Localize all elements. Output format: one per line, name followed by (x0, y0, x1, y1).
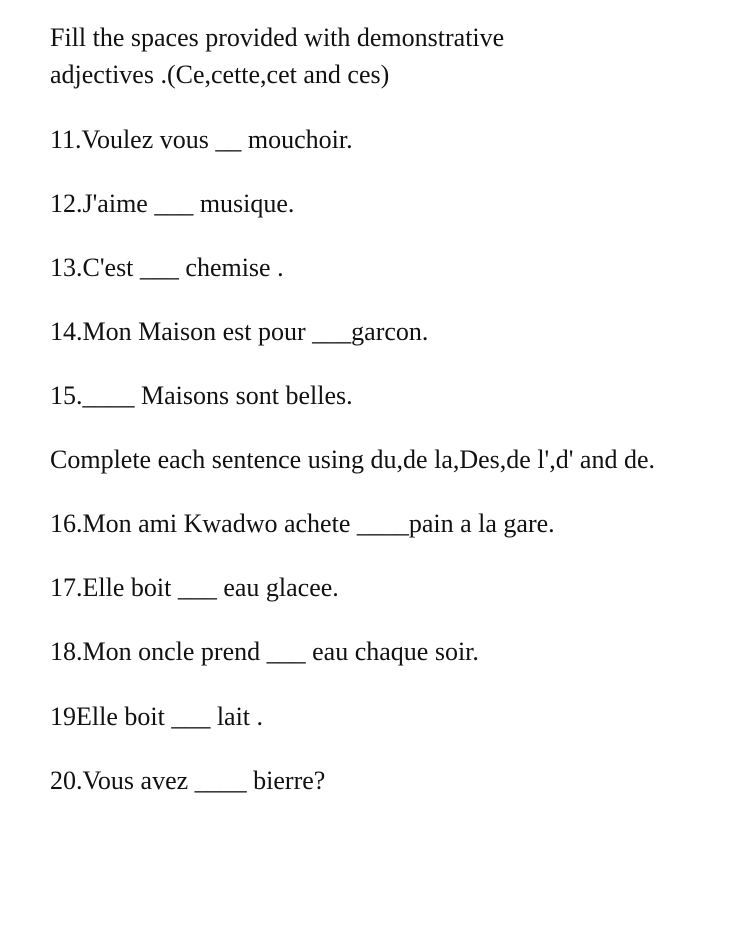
instruction-line-1: Fill the spaces provided with demonstrative (50, 23, 505, 52)
question-20: 20.Vous avez ____ bierre? (50, 766, 326, 795)
question-15: 15.____ Maisons sont belles. (50, 381, 353, 410)
question-14: 14.Mon Maison est pour ___garcon. (50, 317, 429, 346)
question-18: 18.Mon oncle prend ___ eau chaque soir. (50, 637, 479, 666)
question-17: 17.Elle boit ___ eau glacee. (50, 573, 339, 602)
question-11: 11.Voulez vous __ mouchoir. (50, 125, 353, 154)
question-13: 13.C'est ___ chemise . (50, 253, 284, 282)
question-16: 16.Mon ami Kwadwo achete ____pain a la gare. (50, 509, 555, 538)
instruction-line-2: adjectives .(Ce,cette,cet and ces) (50, 60, 390, 89)
instruction-section-2: Complete each sentence using du,de la,Des,de l',d' and de. (50, 445, 656, 474)
question-19: 19Elle boit ___ lait . (50, 702, 264, 731)
question-12: 12.J'aime ___ musique. (50, 189, 295, 218)
